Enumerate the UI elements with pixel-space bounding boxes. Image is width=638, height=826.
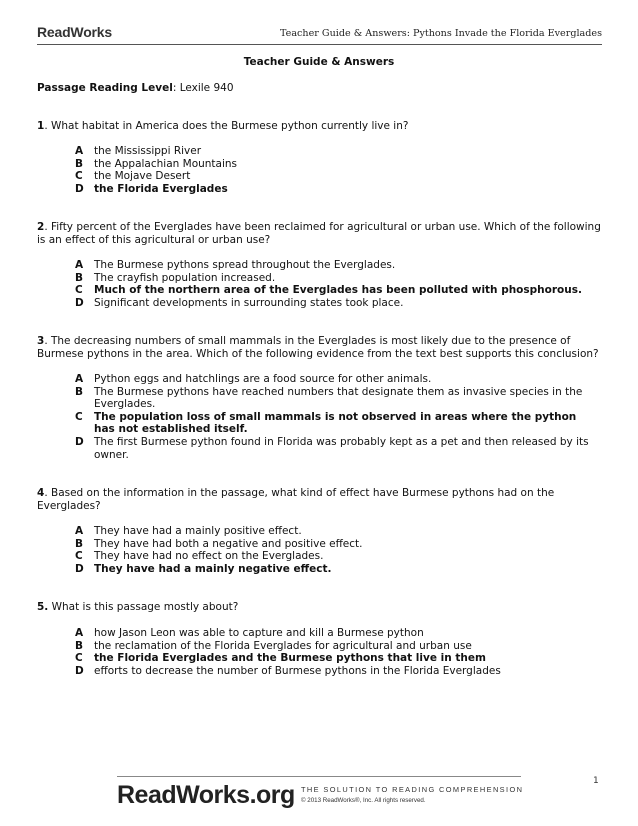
question-4	[37, 487, 602, 513]
question-4-options	[75, 525, 600, 575]
question-3	[37, 335, 602, 361]
option-b	[75, 272, 600, 285]
option-b	[75, 158, 600, 171]
question-2	[37, 221, 602, 247]
option-letter: C	[75, 410, 83, 423]
option-text: the Florida Everglades and the Burmese pythons that live in them	[94, 652, 486, 665]
question-number: 3	[37, 335, 45, 347]
question-text: . The decreasing numbers of small mammals in the Everglades is most likely due to the presence of Burmese pythons in the area. Which of the following evidence from the text best supports this conclusion?	[37, 335, 599, 360]
option-text: They have had a mainly positive effect.	[94, 525, 302, 537]
option-d-correct	[75, 563, 600, 576]
page-title: Teacher Guide & Answers	[243, 56, 395, 68]
question-1-options	[75, 145, 600, 195]
running-title: Teacher Guide & Answers: Pythons Invade the Florida Everglades	[280, 28, 602, 39]
option-letter: A	[75, 627, 84, 639]
option-text: Much of the northern area of the Everglades has been polluted with phosphorous.	[94, 284, 582, 297]
footer-copyright: © 2013 ReadWorks®, Inc. All rights reserved.	[301, 797, 426, 804]
option-d-correct	[75, 183, 600, 196]
option-letter: C	[75, 284, 83, 297]
question-5-options	[75, 627, 600, 677]
question-number: 4	[37, 487, 45, 499]
option-a	[75, 373, 600, 386]
question-3-options	[75, 373, 600, 461]
option-text: Python eggs and hatchlings are a food source for other animals.	[94, 373, 432, 385]
option-letter: A	[75, 525, 84, 537]
question-text: What is this passage mostly about?	[48, 601, 239, 613]
option-c	[75, 550, 600, 563]
option-letter: B	[75, 537, 84, 550]
footer-tagline: THE SOLUTION TO READING COMPREHENSION	[301, 785, 524, 794]
readworks-logo: ReadWorks	[37, 24, 112, 40]
option-text: how Jason Leon was able to capture and kill a Burmese python	[94, 627, 424, 639]
option-text: the Florida Everglades	[94, 182, 228, 195]
question-text: . Fifty percent of the Everglades have been reclaimed for agricultural or urban use. Which of the following is an effect of this agricultural or urban use?	[37, 221, 601, 246]
option-letter: C	[75, 652, 83, 665]
reading-level	[37, 82, 234, 94]
question-1	[37, 120, 602, 133]
header-rule	[37, 44, 602, 45]
option-letter: D	[75, 182, 84, 195]
option-letter: C	[75, 170, 83, 183]
option-letter: B	[75, 385, 84, 398]
option-text: the Appalachian Mountains	[94, 157, 238, 170]
question-text: . Based on the information in the passage, what kind of effect have Burmese pythons had on the Everglades?	[37, 487, 555, 512]
question-text: . What habitat in America does the Burmese python currently live in?	[44, 120, 409, 132]
option-c-correct	[75, 652, 600, 665]
option-a	[75, 259, 600, 272]
option-letter: A	[75, 259, 84, 271]
option-text: the Mojave Desert	[94, 170, 191, 183]
option-c-correct	[75, 411, 600, 436]
question-2-options	[75, 259, 600, 309]
option-letter: B	[75, 271, 84, 284]
option-text: They have had no effect on the Everglades.	[94, 550, 324, 563]
question-number: 5.	[37, 601, 49, 613]
option-text: The Burmese pythons have reached numbers that designate them as invasive species in the Everglades.	[94, 385, 583, 411]
option-letter: D	[75, 435, 84, 448]
footer-logo: ReadWorks.org	[117, 781, 295, 809]
option-text: the reclamation of the Florida Everglades for agricultural and urban use	[94, 639, 472, 652]
option-text: They have had both a negative and positive effect.	[94, 537, 363, 550]
option-text: The first Burmese python found in Florida was probably kept as a pet and then released by its owner.	[94, 435, 589, 461]
option-b	[75, 538, 600, 551]
option-text: They have had a mainly negative effect.	[94, 562, 332, 575]
option-a	[75, 145, 600, 158]
option-d	[75, 297, 600, 310]
option-letter: C	[75, 550, 83, 563]
option-text: The Burmese pythons spread throughout the Everglades.	[94, 259, 396, 271]
option-text: efforts to decrease the number of Burmese pythons in the Florida Everglades	[94, 664, 501, 677]
option-a	[75, 525, 600, 538]
option-a	[75, 627, 600, 640]
option-b	[75, 386, 600, 411]
option-c-correct	[75, 284, 600, 297]
option-text: Significant developments in surrounding states took place.	[94, 296, 404, 309]
question-5	[37, 601, 602, 614]
option-d	[75, 665, 600, 678]
option-text: The crayfish population increased.	[94, 271, 276, 284]
question-number: 2	[37, 221, 45, 233]
option-letter: A	[75, 373, 84, 385]
option-letter: D	[75, 296, 84, 309]
page-number: 1	[593, 776, 599, 786]
option-text: The population loss of small mammals is not observed in areas where the python has not established itself.	[94, 410, 577, 436]
option-letter: B	[75, 157, 84, 170]
option-letter: D	[75, 664, 84, 677]
reading-level-label: Passage Reading Level	[37, 82, 173, 94]
option-d	[75, 436, 600, 461]
footer-rule	[117, 776, 521, 777]
reading-level-value: : Lexile 940	[172, 82, 234, 94]
option-letter: D	[75, 562, 84, 575]
option-c	[75, 170, 600, 183]
option-letter: B	[75, 639, 84, 652]
option-b	[75, 640, 600, 653]
option-text: the Mississippi River	[94, 145, 202, 157]
question-number: 1	[37, 120, 45, 132]
option-letter: A	[75, 145, 84, 157]
page-header	[37, 24, 602, 44]
